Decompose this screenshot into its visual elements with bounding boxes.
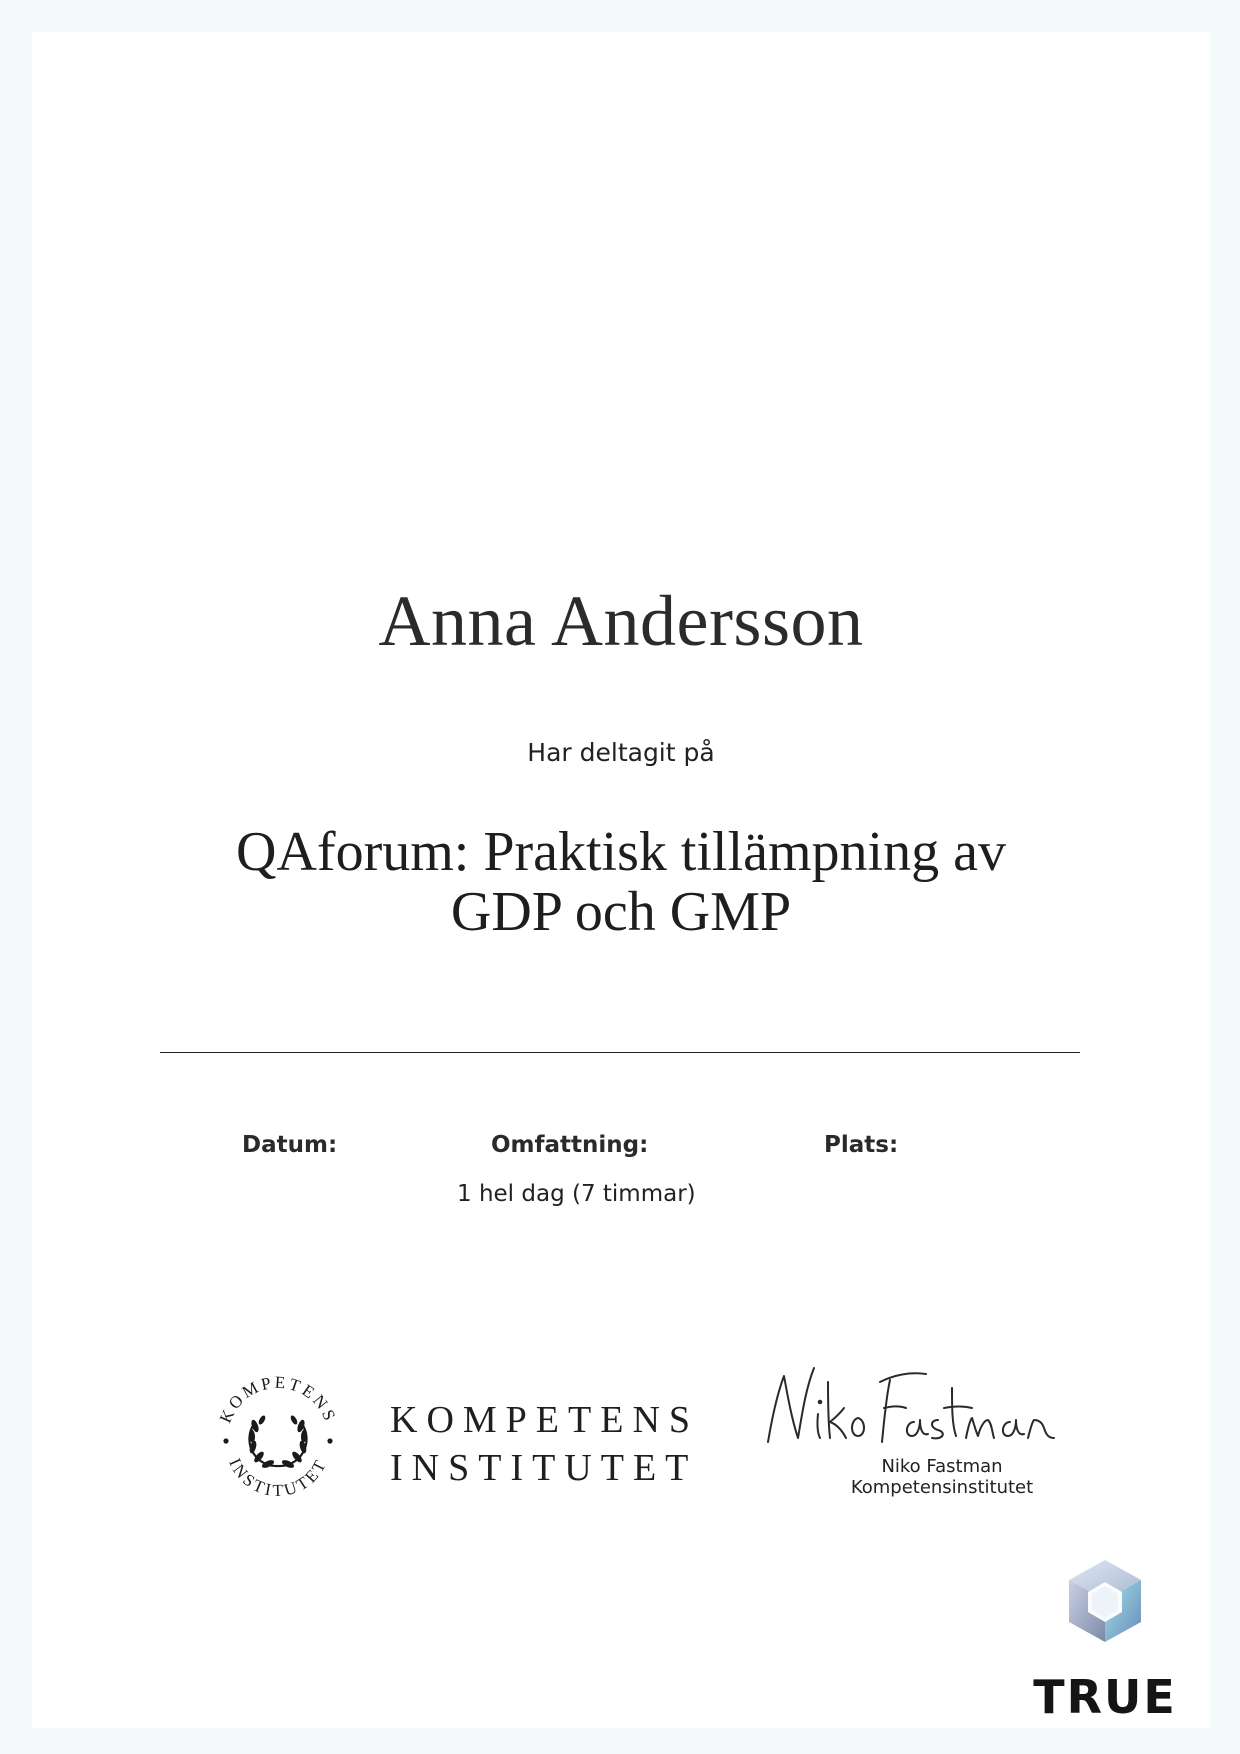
signatory-block: [792, 1456, 1092, 1498]
cube-hexagon-icon: [1030, 1554, 1180, 1664]
date-label: Datum:: [242, 1132, 338, 1158]
participated-text: Har deltagit på: [527, 738, 715, 767]
svg-text:INSTITUTET: [225, 1455, 331, 1500]
organizer-wordmark: [390, 1396, 699, 1492]
signatory-organization: Kompetensinstitutet: [850, 1477, 1034, 1498]
course-title-line-1: QAforum: Praktisk tillämpning av: [236, 821, 1006, 883]
seal-text-bottom: INSTITUTET: [225, 1454, 331, 1501]
location-label: Plats:: [824, 1132, 899, 1158]
wordmark-line-2: INSTITUTET: [390, 1447, 698, 1489]
participant-name: Anna Andersson: [378, 581, 864, 661]
course-title: [32, 822, 1210, 942]
divider: [160, 1052, 1080, 1053]
signatory-name: Niko Fastman: [881, 1456, 1003, 1477]
seal-text-top: KOMPETENS: [215, 1372, 341, 1426]
wordmark-line-1: KOMPETENS: [390, 1399, 700, 1441]
scope-label: Omfattning:: [491, 1132, 649, 1158]
true-logo-text: TRUE: [1033, 1670, 1177, 1724]
kompetens-seal-icon: [208, 1366, 348, 1506]
signature-icon: [762, 1358, 1062, 1448]
svg-text:KOMPETENS: [216, 1373, 341, 1426]
course-title-line-2: GDP och GMP: [450, 881, 792, 943]
certificate-page: [32, 32, 1210, 1728]
scope-value: 1 hel dag (7 timmar): [457, 1181, 696, 1207]
